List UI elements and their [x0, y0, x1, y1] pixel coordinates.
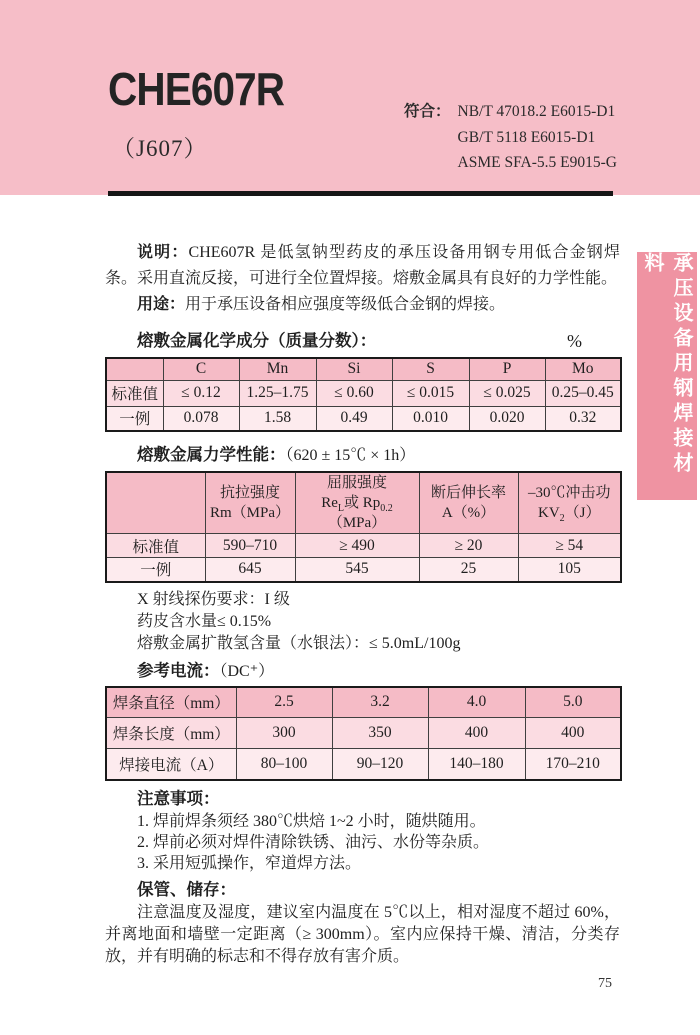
mechanical-table [105, 471, 622, 583]
chemical-table [105, 357, 622, 432]
usage-label: 用途： [137, 296, 186, 313]
table-header-row [106, 687, 621, 718]
cell-value: 2.5 [236, 687, 332, 718]
table-row [106, 380, 621, 406]
cell-value: 1.25–1.75 [239, 380, 316, 406]
cell-value: ≤ 0.015 [392, 380, 469, 406]
usage-text: 用于承压设备相应强度等级低合金钢的焊接。 [185, 296, 506, 313]
cell-value: 0.49 [316, 406, 392, 431]
chemical-section-title [105, 331, 620, 351]
note-item: 2. 焊前必须对焊件清除铁锈、油污、水份等杂质。 [137, 833, 490, 851]
current-condition: （DC⁺） [219, 662, 275, 680]
row-label: 一例 [106, 406, 163, 431]
table-row [106, 749, 621, 780]
compliance-standard: NB/T 47018.2 E6015-D1 [457, 103, 616, 120]
compliance-label: 符合： [404, 103, 451, 120]
current-title-text: 参考电流： [137, 661, 220, 680]
product-code: （J607） [112, 136, 208, 161]
cell-value: ≤ 0.60 [316, 380, 392, 406]
row-label: 标准值 [106, 534, 205, 558]
row-label: 焊条长度（mm） [106, 718, 236, 749]
cell-value: 1.58 [239, 406, 316, 431]
chapter-tab [637, 252, 697, 500]
column-header [205, 472, 295, 534]
description-label: 说明： [137, 244, 189, 261]
cell-value: 4.0 [428, 687, 525, 718]
cell-value: 590–710 [205, 534, 295, 558]
row-label: 焊条直径（mm） [106, 687, 236, 718]
compliance-standard: ASME SFA-5.5 E9015-G [457, 154, 617, 171]
column-header [518, 472, 621, 534]
row-label: 焊接电流（A） [106, 749, 236, 780]
hydrogen-requirement: 熔敷金属扩散氢含量（水银法）：≤ 5.0mL/100g [137, 634, 461, 652]
cell-value: ≥ 490 [295, 534, 419, 558]
product-title: CHE607R [108, 63, 285, 115]
chemical-title-text: 熔敷金属化学成分（质量分数）： [137, 332, 377, 350]
page-header [0, 0, 700, 195]
storage-section-title: 保管、储存： [137, 880, 236, 899]
current-section-title [105, 661, 620, 682]
cell-value: 5.0 [525, 687, 621, 718]
cell-value: 0.32 [545, 406, 621, 431]
header-line: 抗拉强度 [219, 485, 280, 501]
cell-value: ≥ 20 [419, 534, 518, 558]
column-header: Mn [239, 358, 316, 380]
table-row [106, 406, 621, 431]
cell-value: 25 [419, 558, 518, 582]
table-row [106, 558, 621, 582]
chemical-unit: % [567, 331, 582, 351]
table-row [106, 534, 621, 558]
cell-value: 0.078 [163, 406, 239, 431]
cell-value: ≥ 54 [518, 534, 621, 558]
current-table [105, 686, 622, 781]
mechanical-condition: （620 ± 15℃ × 1h） [285, 447, 416, 464]
cell-value: 545 [295, 558, 419, 582]
cell-value: ≤ 0.025 [469, 380, 545, 406]
column-header: Si [316, 358, 392, 380]
description-text: CHE607R 是低氢钠型药皮的承压设备用钢专用低合金钢焊条。采用直流反接，可进行全位置焊接。熔敷金属具有良好的力学性能。 [105, 244, 620, 287]
column-header [295, 472, 419, 534]
column-header: Mo [545, 358, 621, 380]
cell-value: 80–100 [236, 749, 332, 780]
cell-value: ≤ 0.12 [163, 380, 239, 406]
header-line: A（%） [441, 505, 496, 521]
table-row [106, 718, 621, 749]
row-label: 标准值 [106, 380, 163, 406]
page-number: 75 [598, 976, 612, 991]
column-header [419, 472, 518, 534]
header-line: 断后伸长率 [430, 485, 506, 501]
cell-value: 105 [518, 558, 621, 582]
description-paragraph [105, 240, 620, 292]
table-header-row [106, 358, 621, 380]
header-line: Rm（MPa） [209, 505, 290, 521]
usage-paragraph [105, 292, 620, 318]
cell-value: 0.25–0.45 [545, 380, 621, 406]
mechanical-title-text: 熔敷金属力学性能： [137, 446, 286, 464]
row-label: 一例 [106, 558, 205, 582]
cell-value: 400 [525, 718, 621, 749]
cell-value: 0.010 [392, 406, 469, 431]
cell-value: 3.2 [332, 687, 428, 718]
cell-value: 90–120 [332, 749, 428, 780]
notes-section-title: 注意事项： [137, 789, 220, 808]
compliance-block [404, 99, 617, 176]
column-header: P [469, 358, 545, 380]
table-header-row [106, 472, 621, 534]
moisture-requirement: 药皮含水量≤ 0.15% [137, 612, 272, 630]
cell-value: 0.020 [469, 406, 545, 431]
cell-value: 300 [236, 718, 332, 749]
mechanical-section-title [105, 445, 620, 466]
header-line: $KV_2(J)$ [537, 505, 601, 524]
corner-cell [106, 472, 205, 534]
compliance-standard: GB/T 5118 E6015-D1 [457, 128, 596, 146]
requirement-lines [105, 589, 620, 655]
column-header: S [392, 358, 469, 380]
cell-value: 170–210 [525, 749, 621, 780]
header-line: –30℃冲击功 [527, 485, 611, 501]
header-divider [108, 191, 613, 196]
header-line: $Re_L$或 $Rp_{0.2}(MPa)$ [321, 495, 393, 531]
storage-paragraph: 注意温度及湿度，建议室内温度在 5℃以上，相对湿度不超过 60%，并离地面和墙壁一定距离（≥ 300mm）。室内应保持干燥、清洁，分类存放，并有明确的标志和不得存放有害介质。 [105, 903, 620, 965]
header-line: 屈服强度 [326, 475, 387, 491]
xray-requirement: X 射线探伤要求：I 级 [137, 590, 290, 608]
cell-value: 400 [428, 718, 525, 749]
main-content [105, 240, 620, 968]
cell-value: 645 [205, 558, 295, 582]
column-header: C [163, 358, 239, 380]
cell-value: 140–180 [428, 749, 525, 780]
compliance-lines [458, 99, 617, 176]
corner-cell [106, 358, 163, 380]
chapter-tab-label: 承压设备用钢焊接材料 [641, 252, 692, 477]
note-item: 1. 焊前焊条须经 380℃烘焙 1~2 小时，随烘随用。 [137, 812, 486, 830]
note-item: 3. 采用短弧操作，窄道焊方法。 [137, 854, 362, 872]
cell-value: 350 [332, 718, 428, 749]
notes-list [105, 811, 620, 874]
